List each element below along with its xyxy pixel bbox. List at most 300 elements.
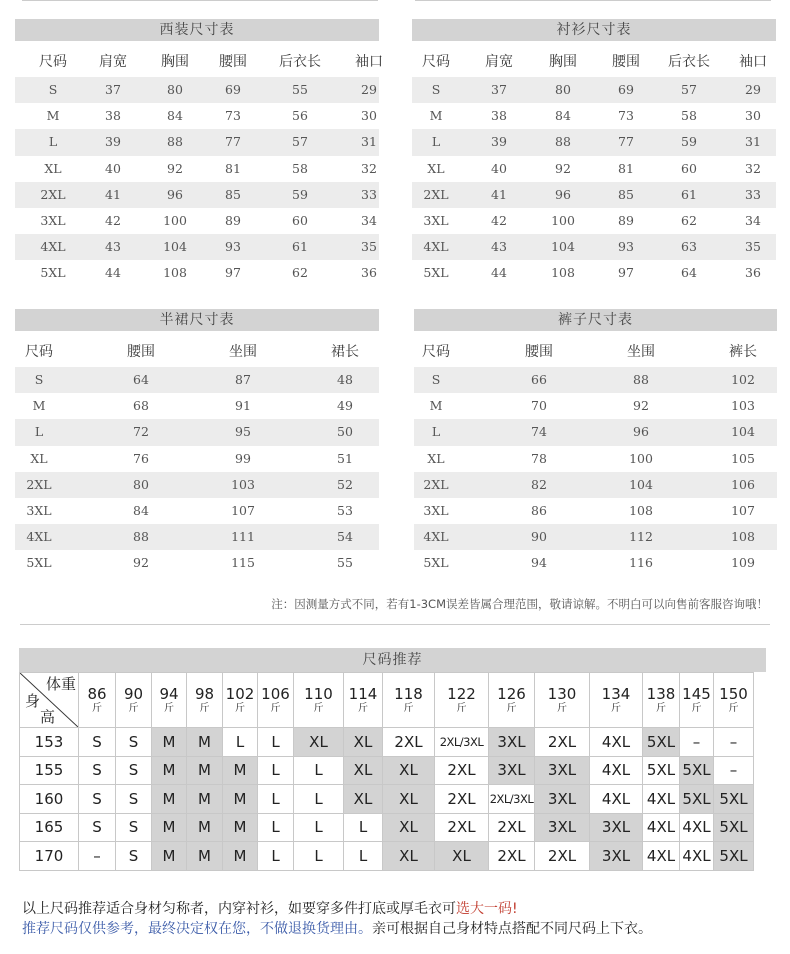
measurement-value: 89 <box>618 212 634 228</box>
size-recommendation: L <box>294 842 344 871</box>
measurement-value: 61 <box>292 239 308 255</box>
size-recommendation: M <box>152 842 187 871</box>
size-recommendation: 2XL <box>383 728 435 757</box>
measurement-value: 69 <box>618 82 634 97</box>
measurement-value: 62 <box>292 265 308 281</box>
table-row <box>414 498 777 524</box>
weight-unit: 斤 <box>128 703 139 714</box>
weight-header <box>680 673 714 728</box>
column-header: 坐围 <box>627 344 655 360</box>
size-table-2 <box>412 19 776 287</box>
weight-value: 94 <box>159 685 179 703</box>
table-row <box>412 208 776 234</box>
measurement-value: 102 <box>731 372 755 387</box>
size-recommendation: L <box>258 728 294 757</box>
measurement-value: 81 <box>618 160 634 176</box>
measurement-value: 59 <box>292 186 308 202</box>
measurement-value: 37 <box>105 82 121 97</box>
size-recommendation: 5XL <box>714 842 754 871</box>
size-recommendation: XL <box>344 728 383 757</box>
measurement-value: 111 <box>231 529 255 545</box>
weight-unit: 斤 <box>358 703 368 714</box>
size-recommendation: 5XL <box>680 756 714 785</box>
size-recommendation: S <box>79 756 116 785</box>
measurement-value: 97 <box>618 265 634 281</box>
size-table-header <box>15 47 383 77</box>
size-table-header <box>414 337 777 367</box>
weight-value: 126 <box>497 685 526 703</box>
table-row <box>15 498 379 524</box>
measurement-value: 56 <box>292 108 308 124</box>
measurement-value: 80 <box>167 82 183 97</box>
size-table-3 <box>15 309 379 577</box>
table-row <box>15 208 379 234</box>
size-recommendation: 4XL <box>680 842 714 871</box>
measurement-value: 43 <box>491 239 507 255</box>
weight-header <box>116 673 152 728</box>
size-label: 5XL <box>423 555 449 571</box>
measurement-value: 108 <box>731 529 755 545</box>
height-value: 165 <box>20 813 79 842</box>
measurement-value: 85 <box>225 186 241 202</box>
size-recommendation: 3XL <box>590 842 643 871</box>
size-recommendation: L <box>344 813 383 842</box>
measurement-value: 39 <box>105 134 121 150</box>
measurement-value: 107 <box>731 502 755 518</box>
size-recommendation: 2XL <box>535 728 590 757</box>
size-recommendation: 4XL <box>590 728 643 757</box>
size-label: M <box>32 398 46 414</box>
measurement-value: 103 <box>231 476 255 492</box>
weight-header <box>294 673 344 728</box>
weight-value: 86 <box>87 685 107 703</box>
size-table-title: 裤子尺寸表 <box>414 309 777 331</box>
size-recommendation: 5XL <box>680 785 714 814</box>
size-table-title: 西装尺寸表 <box>15 19 379 41</box>
weight-unit: 斤 <box>92 703 102 714</box>
measurement-value: 33 <box>745 186 761 202</box>
size-recommendation: M <box>152 813 187 842</box>
measurement-value: 82 <box>531 476 547 492</box>
size-label: M <box>46 108 60 124</box>
measurement-value: 44 <box>491 265 507 281</box>
measurement-value: 88 <box>133 529 149 545</box>
size-label: S <box>431 82 441 97</box>
measurement-value: 106 <box>731 476 755 492</box>
measurement-value: 54 <box>337 529 353 545</box>
size-recommendation: S <box>79 813 116 842</box>
measurement-value: 68 <box>133 398 149 414</box>
weight-unit: 斤 <box>199 703 210 714</box>
measurement-value: 88 <box>555 134 571 150</box>
measurement-value: 100 <box>163 212 187 228</box>
size-label: 3XL <box>423 212 449 228</box>
measurement-value: 78 <box>531 450 547 466</box>
section-divider <box>20 624 770 625</box>
table-row <box>15 367 379 393</box>
measurement-value: 93 <box>225 239 241 255</box>
size-label: 2XL <box>423 476 449 492</box>
size-recommendation: 3XL <box>535 785 590 814</box>
column-header: 胸围 <box>161 54 189 70</box>
footer-line-1 <box>22 898 518 918</box>
footer-line-2 <box>22 918 652 938</box>
measurement-note: 注：因测量方式不同，若有1-3CM误差皆属合理范围，敬请谅解。不明白可以向售前客服咨询哦！ <box>271 597 768 611</box>
size-recommendation: 4XL <box>643 842 680 871</box>
size-recommendation: 4XL <box>680 813 714 842</box>
size-recommendation: 4XL <box>590 756 643 785</box>
corner-weight-label: 体重 <box>46 675 77 693</box>
table-row <box>414 446 777 472</box>
size-recommendation: M <box>187 813 223 842</box>
size-recommendation: – <box>680 728 714 757</box>
size-recommendation: L <box>258 813 294 842</box>
table-row <box>414 367 777 393</box>
weight-value: 150 <box>719 685 748 703</box>
size-label: XL <box>44 160 62 176</box>
measurement-value: 41 <box>491 186 507 202</box>
size-recommendation: 4XL <box>643 813 680 842</box>
measurement-value: 39 <box>491 134 507 150</box>
measurement-value: 64 <box>133 372 149 387</box>
measurement-value: 29 <box>745 82 761 97</box>
table-row <box>412 77 776 103</box>
measurement-value: 55 <box>337 555 353 571</box>
measurement-value: 91 <box>235 398 251 414</box>
size-recommendation: 2XL <box>489 842 535 871</box>
size-label: M <box>429 108 443 124</box>
size-recommendation: S <box>79 785 116 814</box>
measurement-value: 85 <box>618 186 634 202</box>
measurement-value: 104 <box>163 239 187 255</box>
measurement-value: 96 <box>167 186 183 202</box>
size-recommendation: S <box>116 813 152 842</box>
measurement-value: 58 <box>292 160 308 176</box>
size-label: 4XL <box>423 239 449 255</box>
size-recommendation: 3XL <box>535 756 590 785</box>
table-row <box>412 129 776 155</box>
size-recommendation: M <box>187 756 223 785</box>
size-label: XL <box>30 450 48 466</box>
measurement-value: 34 <box>361 212 377 228</box>
table-row <box>414 550 777 576</box>
column-header: 裤长 <box>729 344 757 360</box>
corner-height-label-1: 身 <box>25 692 41 710</box>
measurement-value: 41 <box>105 186 121 202</box>
measurement-value: 57 <box>681 82 697 97</box>
measurement-value: 73 <box>618 108 634 124</box>
measurement-value: 104 <box>551 239 575 255</box>
weight-unit: 斤 <box>164 703 174 714</box>
measurement-value: 87 <box>235 372 251 387</box>
measurement-value: 96 <box>555 186 571 202</box>
measurement-value: 81 <box>225 160 241 176</box>
weight-unit: 斤 <box>235 703 245 714</box>
measurement-value: 29 <box>361 82 377 97</box>
column-header: 尺码 <box>25 344 53 360</box>
table-row <box>412 103 776 129</box>
measurement-value: 103 <box>731 398 755 414</box>
size-label: 5XL <box>423 265 449 281</box>
size-recommendation: S <box>116 728 152 757</box>
height-value: 160 <box>20 785 79 814</box>
measurement-value: 77 <box>225 134 241 150</box>
column-header: 腰围 <box>127 344 155 360</box>
table-row <box>15 472 379 498</box>
weight-header-row <box>20 673 754 728</box>
size-recommendation: XL <box>383 756 435 785</box>
size-label: 2XL <box>26 476 52 492</box>
weight-value: 134 <box>601 685 631 703</box>
size-recommendation: M <box>187 842 223 871</box>
weight-header <box>435 673 489 728</box>
weight-value: 98 <box>194 685 215 703</box>
weight-unit: 斤 <box>313 703 324 714</box>
size-recommendation: L <box>223 728 258 757</box>
measurement-value: 100 <box>551 212 575 228</box>
measurement-value: 36 <box>745 265 761 281</box>
size-label: 3XL <box>423 502 449 518</box>
footer-line-1-text: 以上尺码推荐适合身材匀称者，内穿衬衫，如要穿多件打底或厚毛衣可 <box>22 901 456 917</box>
table-row <box>20 842 754 871</box>
measurement-value: 107 <box>231 502 255 518</box>
table-row <box>15 393 379 419</box>
table-row <box>412 182 776 208</box>
weight-unit: 斤 <box>270 703 281 714</box>
weight-unit: 斤 <box>656 703 666 714</box>
size-label: XL <box>427 160 445 176</box>
top-rule-right <box>415 0 771 1</box>
size-recommendation: L <box>258 842 294 871</box>
table-row <box>414 524 777 550</box>
size-recommendation: – <box>79 842 116 871</box>
size-recommendation: XL <box>435 842 489 871</box>
table-row <box>412 156 776 182</box>
size-recommendation: XL <box>383 813 435 842</box>
weight-header <box>152 673 187 728</box>
measurement-value: 38 <box>105 108 121 124</box>
weight-unit: 斤 <box>557 703 567 714</box>
measurement-value: 61 <box>681 186 697 202</box>
size-recommendation: M <box>187 785 223 814</box>
size-recommendation: S <box>116 756 152 785</box>
measurement-value: 58 <box>681 108 697 124</box>
weight-value: 90 <box>123 685 144 703</box>
measurement-value: 66 <box>531 372 547 387</box>
size-recommendation: 2XL <box>435 785 489 814</box>
size-label: 2XL <box>40 186 66 202</box>
measurement-value: 55 <box>292 82 308 97</box>
measurement-value: 51 <box>337 450 353 466</box>
weight-header <box>79 673 116 728</box>
weight-value: 102 <box>225 685 255 703</box>
size-recommendation: L <box>258 756 294 785</box>
size-label: 4XL <box>40 239 66 255</box>
weight-header <box>344 673 383 728</box>
table-row <box>15 182 379 208</box>
size-recommendation: S <box>116 785 152 814</box>
measurement-value: 52 <box>337 476 353 492</box>
size-recommendation: 5XL <box>714 785 754 814</box>
measurement-value: 42 <box>105 212 121 228</box>
weight-value: 114 <box>348 685 378 703</box>
size-recommendation: L <box>258 785 294 814</box>
size-recommendation: 4XL <box>590 785 643 814</box>
table-row <box>20 728 754 757</box>
column-header: 肩宽 <box>485 54 513 70</box>
table-row <box>15 260 379 286</box>
size-recommendation: XL <box>294 728 344 757</box>
corner-height-label-2: 高 <box>40 708 56 726</box>
size-recommend-table <box>19 672 754 871</box>
measurement-value: 84 <box>133 502 149 518</box>
size-label: S <box>48 82 58 97</box>
size-label: 2XL <box>423 186 449 202</box>
table-row <box>15 419 379 445</box>
weight-unit: 斤 <box>691 703 702 714</box>
column-header: 肩宽 <box>99 54 127 70</box>
size-recommendation: XL <box>344 756 383 785</box>
measurement-value: 108 <box>629 502 653 518</box>
size-recommendation: 2XL <box>435 756 489 785</box>
weight-header <box>258 673 294 728</box>
weight-unit: 斤 <box>611 703 621 714</box>
measurement-value: 31 <box>361 134 377 150</box>
top-rule-left <box>22 0 378 1</box>
size-recommendation: L <box>294 756 344 785</box>
size-recommendation: 2XL/3XL <box>435 728 489 757</box>
weight-value: 130 <box>547 685 577 703</box>
column-header: 后衣长 <box>279 54 321 70</box>
measurement-value: 32 <box>745 160 761 176</box>
measurement-value: 49 <box>337 398 353 414</box>
measurement-value: 72 <box>133 424 149 440</box>
size-recommendation: 5XL <box>643 756 680 785</box>
measurement-value: 116 <box>629 555 653 571</box>
size-recommendation: M <box>223 756 258 785</box>
size-recommendation: M <box>152 785 187 814</box>
size-label: 3XL <box>40 212 66 228</box>
column-header: 袖口 <box>739 54 767 70</box>
weight-unit: 斤 <box>728 703 739 714</box>
weight-header <box>714 673 754 728</box>
measurement-value: 53 <box>337 502 353 518</box>
measurement-value: 84 <box>167 108 183 124</box>
size-recommendation: 2XL/3XL <box>489 785 535 814</box>
measurement-value: 34 <box>745 212 761 228</box>
measurement-value: 105 <box>731 450 755 466</box>
measurement-value: 80 <box>133 476 149 492</box>
measurement-value: 50 <box>337 424 353 440</box>
recommend-title: 尺码推荐 <box>19 648 766 672</box>
measurement-value: 92 <box>167 160 183 176</box>
size-table-header <box>412 47 776 77</box>
measurement-value: 80 <box>555 82 571 97</box>
measurement-value: 99 <box>235 450 251 466</box>
weight-header <box>535 673 590 728</box>
measurement-value: 108 <box>551 265 575 281</box>
height-value: 170 <box>20 842 79 871</box>
table-row <box>20 785 754 814</box>
measurement-value: 76 <box>133 450 149 466</box>
column-header: 腰围 <box>612 54 640 70</box>
size-recommendation: M <box>223 785 258 814</box>
size-recommendation: – <box>714 756 754 785</box>
size-label: 4XL <box>26 529 52 545</box>
size-label: L <box>431 134 441 150</box>
measurement-value: 69 <box>225 82 241 97</box>
measurement-value: 104 <box>629 476 653 492</box>
measurement-value: 94 <box>531 555 547 571</box>
measurement-value: 59 <box>681 134 697 150</box>
weight-value: 122 <box>447 685 476 703</box>
table-row <box>20 756 754 785</box>
measurement-value: 37 <box>491 82 507 97</box>
column-header: 腰围 <box>219 54 247 70</box>
measurement-value: 33 <box>361 186 377 202</box>
measurement-value: 30 <box>361 108 377 124</box>
column-header: 坐围 <box>229 344 257 360</box>
weight-value: 106 <box>261 685 290 703</box>
measurement-value: 100 <box>629 450 653 466</box>
measurement-value: 89 <box>225 212 241 228</box>
measurement-value: 35 <box>361 239 377 255</box>
footer-line-2-tail: 亲可根据自己身材特点搭配不同尺码上下衣。 <box>372 921 652 937</box>
table-row <box>414 419 777 445</box>
measurement-value: 64 <box>681 265 697 281</box>
measurement-value: 95 <box>235 424 251 440</box>
measurement-value: 97 <box>225 265 241 281</box>
column-header: 尺码 <box>422 54 450 70</box>
weight-header <box>489 673 535 728</box>
weight-header <box>643 673 680 728</box>
size-recommendation: L <box>294 785 344 814</box>
measurement-value: 40 <box>105 160 121 176</box>
size-recommendation: M <box>223 842 258 871</box>
size-recommendation: 3XL <box>535 813 590 842</box>
footer-line-2-text: 推荐尺码仅供参考，最终决定权在您，不做退换货理由。 <box>22 921 372 937</box>
height-value: 155 <box>20 756 79 785</box>
size-recommendation: 2XL <box>535 842 590 871</box>
column-header: 袖口 <box>355 54 383 70</box>
height-value: 153 <box>20 728 79 757</box>
size-recommendation: S <box>116 842 152 871</box>
measurement-value: 92 <box>633 398 649 414</box>
measurement-value: 30 <box>745 108 761 124</box>
footer-size-up-highlight: 选大一码! <box>456 901 518 917</box>
size-recommendation: S <box>79 728 116 757</box>
table-row <box>15 234 379 260</box>
measurement-value: 88 <box>633 372 649 387</box>
corner-header <box>20 673 79 728</box>
measurement-value: 115 <box>231 555 255 571</box>
size-recommendation: 5XL <box>643 728 680 757</box>
size-recommendation: M <box>152 756 187 785</box>
size-recommendation: XL <box>344 785 383 814</box>
weight-value: 145 <box>682 685 711 703</box>
size-label: 3XL <box>26 502 52 518</box>
column-header: 胸围 <box>549 54 577 70</box>
measurement-value: 74 <box>531 424 547 440</box>
measurement-value: 92 <box>133 555 149 571</box>
column-header: 尺码 <box>39 54 67 70</box>
measurement-value: 93 <box>618 239 634 255</box>
measurement-value: 48 <box>337 372 353 387</box>
size-recommendation: 4XL <box>643 785 680 814</box>
size-label: S <box>431 372 441 387</box>
table-row <box>15 156 379 182</box>
size-recommendation: 2XL <box>435 813 489 842</box>
